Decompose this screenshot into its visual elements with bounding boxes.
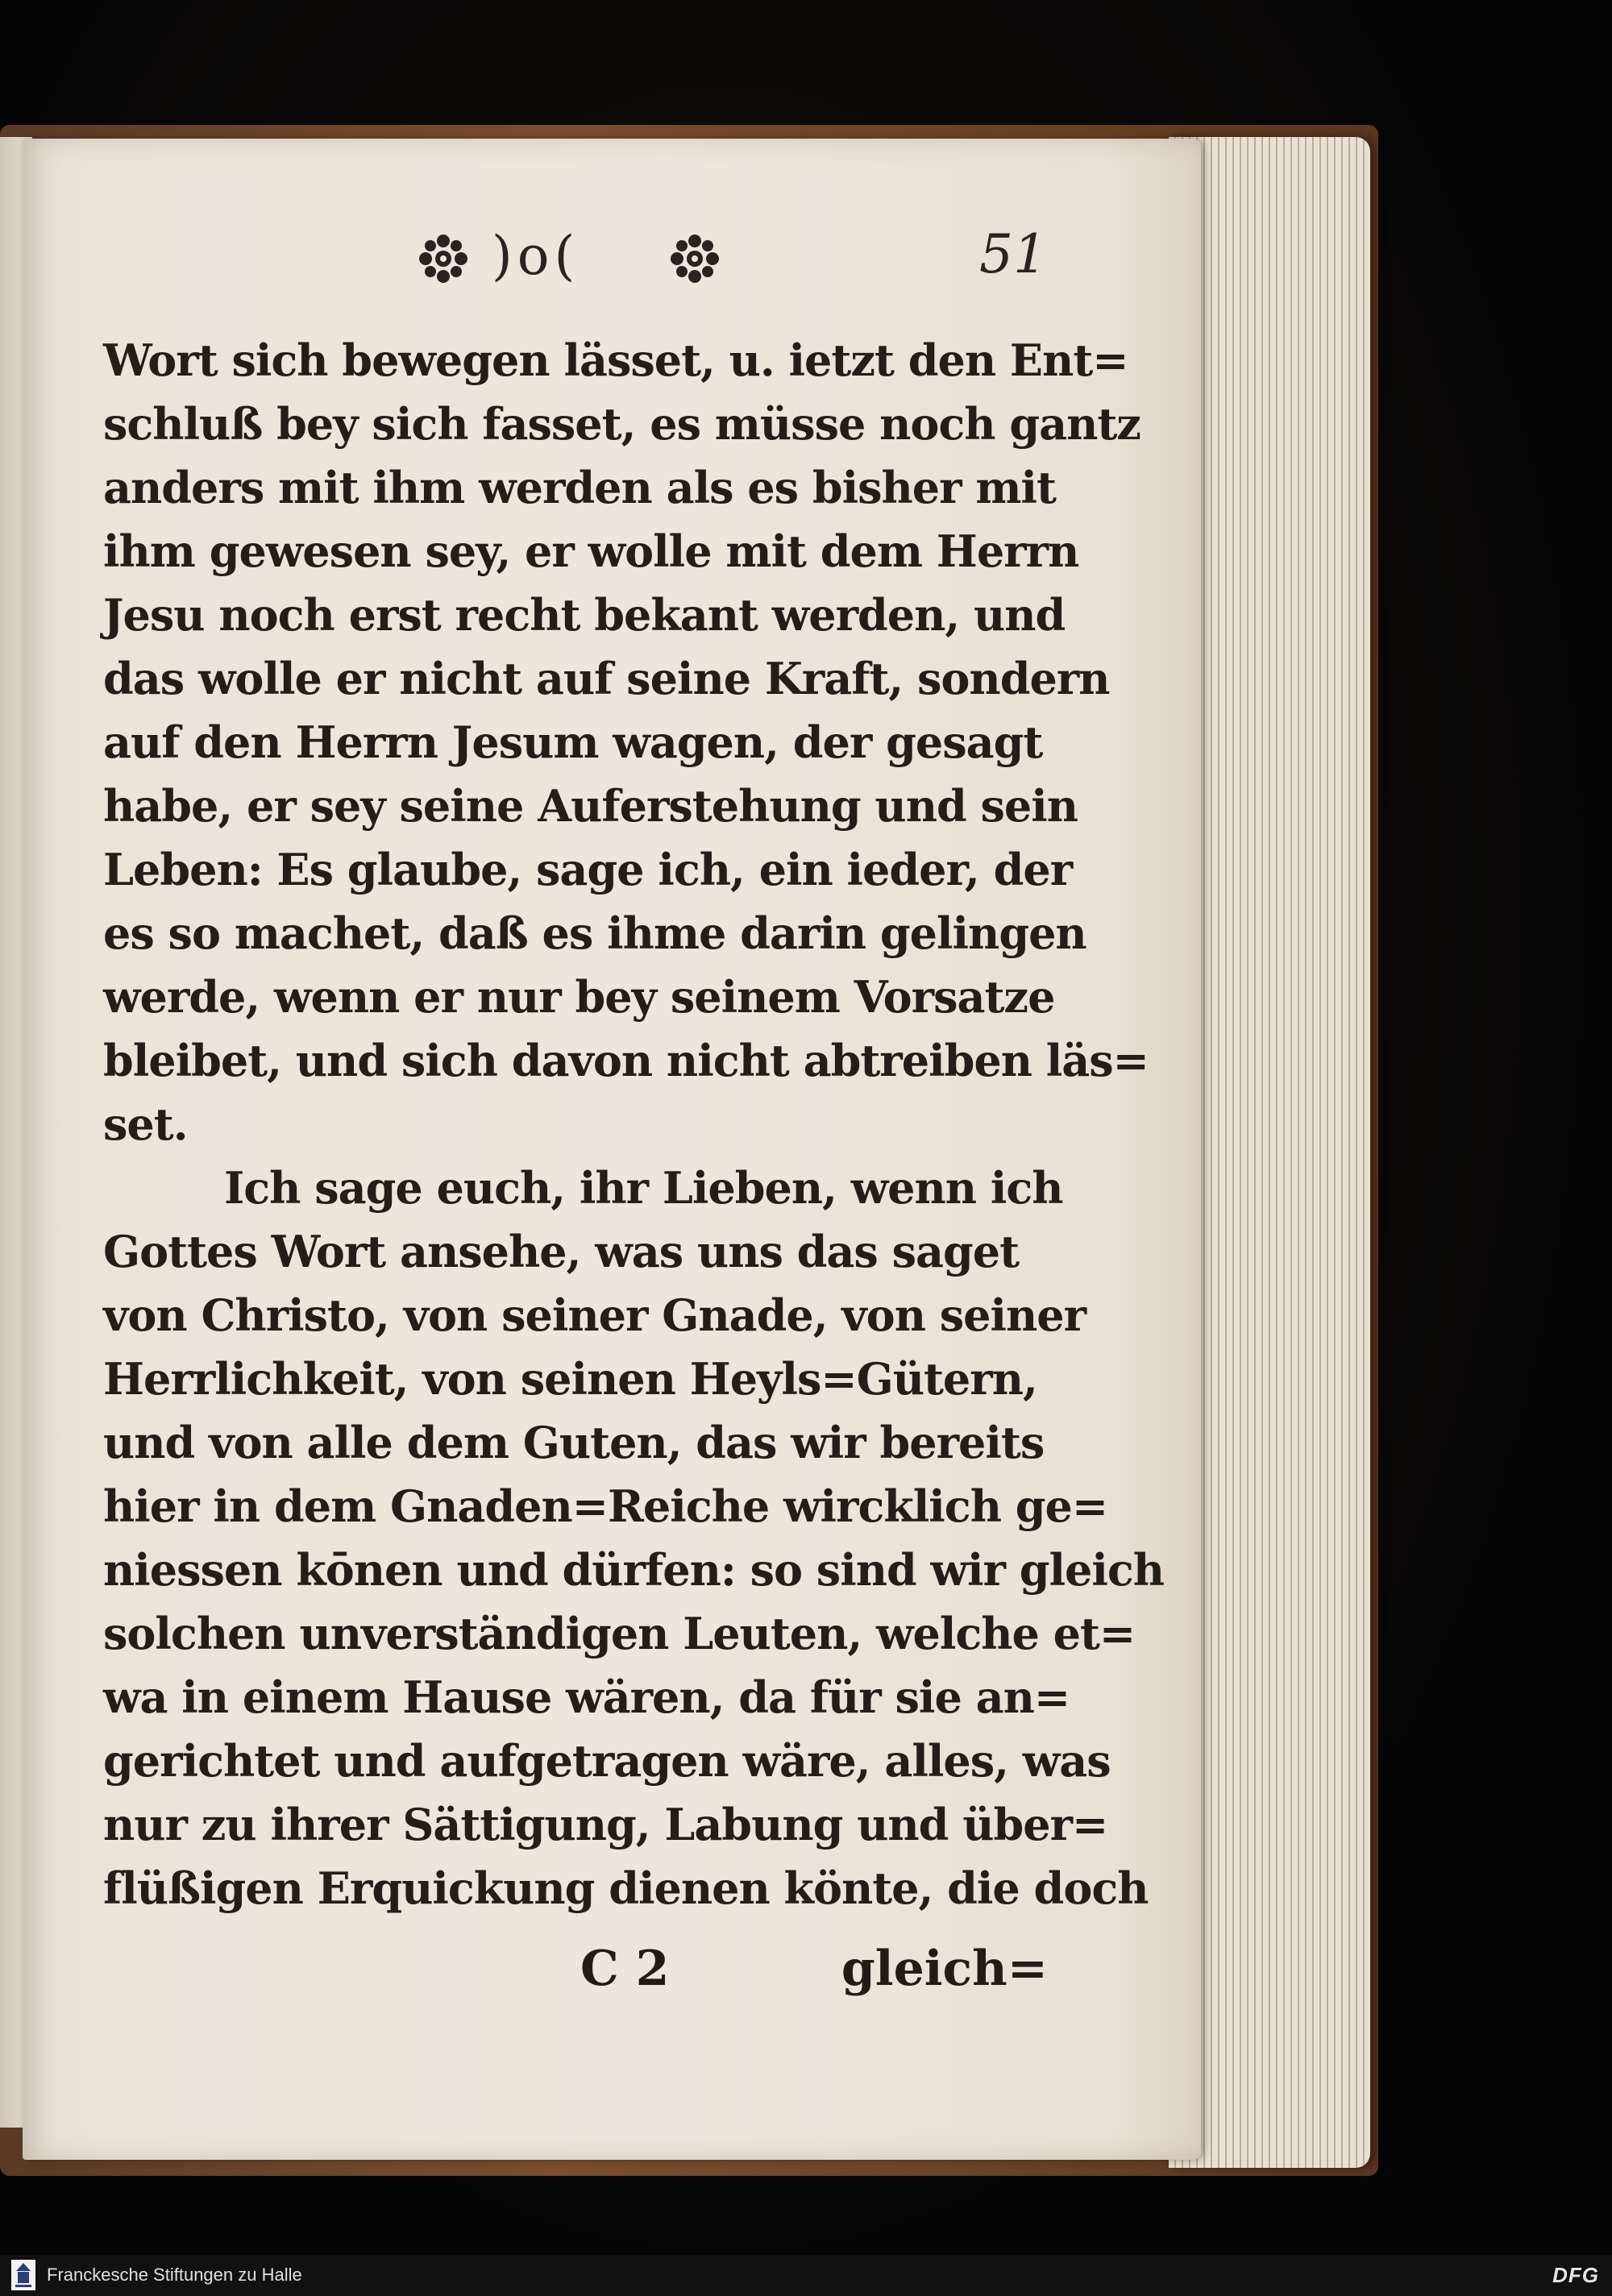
text-line: bleibet, und sich davon nicht abtreiben läs= <box>103 1035 1149 1086</box>
text-line: schluß bey sich fasset, es müsse noch gantz <box>103 398 1140 450</box>
text-line: niessen kōnen und dürfen: so sind wir gleich <box>103 1544 1165 1596</box>
text-line: set. <box>103 1098 188 1150</box>
text-line: solchen unverständigen Leuten, welche et= <box>103 1608 1136 1659</box>
text-line: werde, wenn er nur bey seinem Vorsatze <box>103 971 1055 1023</box>
viewer-footer-bar <box>0 2255 1612 2296</box>
rosette-ornament-icon <box>414 230 472 288</box>
signature-mark: C 2 <box>580 1941 670 1997</box>
text-line: habe, er sey seine Auferstehung und sein <box>103 780 1078 832</box>
text-line: Herrlichkeit, von seinen Heyls=Gütern, <box>103 1353 1037 1405</box>
institution-logo-icon <box>11 2260 35 2290</box>
text-line: es so machet, daß es ihme darin gelingen <box>103 907 1086 959</box>
text-line: anders mit ihm werden als es bisher mit <box>103 462 1056 513</box>
text-line: Gottes Wort ansehe, was uns das saget <box>103 1226 1020 1277</box>
text-line: ihm gewesen sey, er wolle mit dem Herrn <box>103 525 1079 577</box>
text-line: Jesu noch erst recht bekant werden, und <box>103 589 1066 641</box>
text-line: nur zu ihrer Sättigung, Labung und über= <box>103 1799 1108 1850</box>
text-line: und von alle dem Guten, das wir bereits <box>103 1417 1045 1468</box>
page-number: 51 <box>979 223 1047 285</box>
text-line: das wolle er nicht auf seine Kraft, sondern <box>103 653 1110 704</box>
catchword: gleich= <box>841 1941 1048 1997</box>
text-line: von Christo, von seiner Gnade, von seiner <box>103 1289 1086 1341</box>
text-line: Ich sage euch, ihr Lieben, wenn ich <box>224 1162 1063 1214</box>
text-line: hier in dem Gnaden=Reiche wircklich ge= <box>103 1480 1108 1532</box>
dfg-label: DFG <box>1552 2263 1599 2287</box>
text-line: gerichtet und aufgetragen wäre, alles, was <box>103 1735 1111 1787</box>
text-line: flüßigen Erquickung dienen könte, die doch <box>103 1862 1149 1914</box>
page-header <box>403 223 1047 294</box>
body-text <box>103 329 1165 1920</box>
text-line: wa in einem Hause wären, da für sie an= <box>103 1671 1070 1723</box>
page-footer <box>580 1941 1048 2013</box>
text-line: Leben: Es glaube, sage ich, ein ieder, der <box>103 844 1073 895</box>
rosette-ornament-icon <box>666 230 724 288</box>
text-line: Wort sich bewegen lässet, u. ietzt den Ent= <box>103 334 1128 386</box>
header-mark: )o( <box>492 225 580 287</box>
text-line: auf den Herrn Jesum wagen, der gesagt <box>103 716 1043 768</box>
institution-label: Franckesche Stiftungen zu Halle <box>47 2265 302 2285</box>
